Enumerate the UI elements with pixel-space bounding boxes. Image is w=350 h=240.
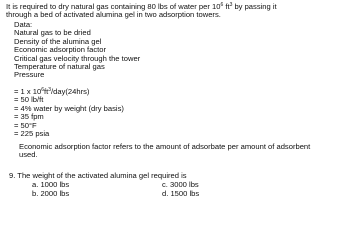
option-c: c. 3000 lbs bbox=[162, 180, 199, 189]
problem-intro bbox=[6, 3, 277, 20]
exponent: 3 bbox=[48, 87, 52, 93]
note-line-1: Economic adsorption factor refers to the amount of adsorbate per amount of adsorbent bbox=[19, 142, 311, 151]
note-line-2: used. bbox=[19, 150, 38, 160]
value-text-end: /day(24hrs) bbox=[51, 87, 90, 96]
value-item: = 50°F bbox=[14, 120, 37, 130]
option-b: b. 2000 lbs bbox=[32, 189, 70, 198]
unit-text: ft bbox=[223, 2, 230, 11]
value-item: = 4% water by weight (dry basis) bbox=[14, 103, 124, 113]
intro-line-2: through a bed of activated alumina gel in two adsorption towers. bbox=[6, 10, 221, 20]
question-text: 9. The weight of the activated alumina gel required is bbox=[9, 171, 187, 180]
value-item: = 35 fpm bbox=[14, 112, 44, 122]
data-item: Natural gas to be dried bbox=[14, 28, 91, 38]
data-item: Pressure bbox=[14, 70, 45, 80]
value-item: = 50 lb/ft bbox=[14, 95, 44, 105]
option-d: d. 1500 lbs bbox=[162, 189, 200, 198]
exponent: 3 bbox=[229, 2, 233, 8]
data-heading: Data: bbox=[14, 20, 33, 29]
intro-text: It is required to dry natural gas containing 80 lbs of water per 10 bbox=[6, 2, 221, 11]
exponent: 6 bbox=[220, 2, 224, 8]
value-text: = 1 x 10 bbox=[14, 87, 42, 96]
definition-note bbox=[19, 143, 310, 160]
exponent: 6 bbox=[41, 87, 45, 93]
data-item: Critical gas velocity through the tower bbox=[14, 53, 141, 63]
data-item: Density of the alumina gel bbox=[14, 36, 102, 46]
value-unit: ft bbox=[44, 87, 49, 96]
data-list bbox=[14, 21, 140, 80]
data-item: Temperature of natural gas bbox=[14, 62, 105, 72]
values-list bbox=[14, 88, 124, 138]
option-a: a. 1000 lbs bbox=[32, 180, 70, 189]
data-item: Economic adsorption factor bbox=[14, 45, 107, 55]
intro-text-end: by passing it bbox=[232, 2, 277, 11]
value-item: = 225 psia bbox=[14, 129, 50, 139]
